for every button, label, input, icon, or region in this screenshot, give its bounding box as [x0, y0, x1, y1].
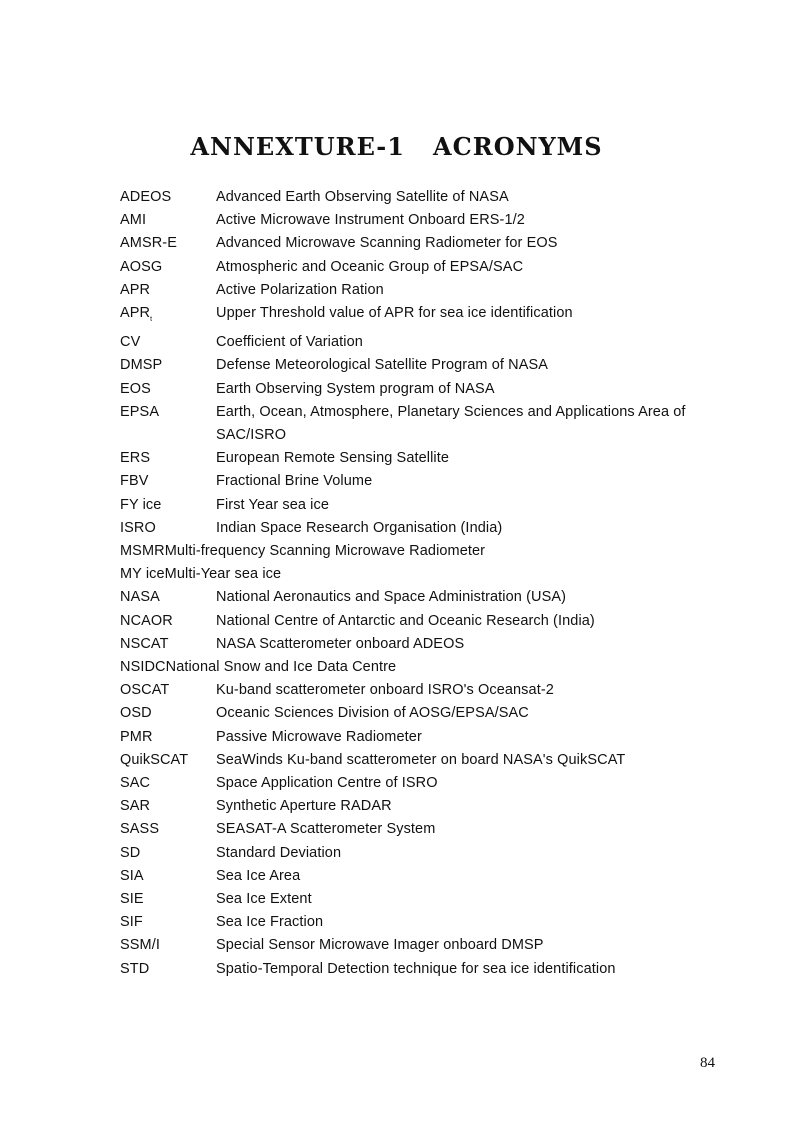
acronym-term	[120, 331, 216, 354]
acronym-term-text: MSMR	[120, 542, 165, 559]
acronym-term	[120, 232, 216, 255]
acronym-term-text: OSCAT	[120, 682, 170, 699]
acronym-definition: European Remote Sensing Satellite	[216, 450, 450, 467]
acronym-term	[120, 256, 216, 279]
acronym-term	[120, 186, 216, 209]
acronym-definition: Sea Ice Extent	[216, 890, 312, 907]
acronym-term	[120, 865, 216, 888]
acronym-row	[120, 563, 720, 586]
acronym-term-text: FBV	[120, 473, 149, 490]
acronym-term-text: QuikSCAT	[120, 751, 189, 768]
acronym-row	[120, 517, 720, 540]
acronym-term-text: FY ice	[120, 496, 162, 513]
acronym-term-text: DMSP	[120, 357, 163, 374]
acronym-definition: Synthetic Aperture RADAR	[216, 798, 392, 815]
acronym-subscript: t	[150, 315, 153, 323]
acronym-term	[120, 772, 216, 795]
acronym-term-text: NSIDC	[120, 658, 166, 675]
acronym-term-text: SAC	[120, 774, 151, 791]
acronym-term-text: APR	[120, 305, 151, 322]
acronym-row	[120, 209, 720, 232]
acronym-definition: SeaWinds Ku-band scatterometer on board NASA's QuikSCAT	[216, 751, 626, 768]
acronym-definition: SEASAT-A Scatterometer System	[216, 821, 436, 838]
acronym-term	[120, 633, 216, 656]
acronym-row	[120, 772, 720, 795]
acronym-row	[120, 958, 720, 981]
acronym-term	[120, 726, 216, 749]
acronym-term	[120, 354, 216, 377]
acronym-row	[120, 633, 720, 656]
acronym-definition: Special Sensor Microwave Imager onboard DMSP	[216, 937, 544, 954]
acronym-definition: National Centre of Antarctic and Oceanic Research (India)	[216, 612, 595, 629]
acronym-term-text: APR	[120, 281, 151, 298]
acronym-term-text: CV	[120, 334, 141, 351]
acronym-definition: National Snow and Ice Data Centre	[165, 658, 397, 675]
acronym-term-text: PMR	[120, 728, 153, 745]
acronym-term	[120, 795, 216, 818]
acronym-row	[120, 378, 720, 401]
acronym-term-text: SSM/I	[120, 937, 160, 954]
acronym-definition: Multi-Year sea ice	[164, 566, 282, 583]
acronym-term	[120, 958, 216, 981]
acronym-term-text: EOS	[120, 380, 151, 397]
acronym-definition: Upper Threshold value of APR for sea ice identification	[216, 305, 573, 322]
acronym-term	[120, 610, 216, 633]
acronym-row	[120, 401, 720, 447]
acronym-row	[120, 795, 720, 818]
acronym-term	[120, 702, 216, 725]
acronym-term-text: EPSA	[120, 403, 160, 420]
acronym-term	[120, 934, 216, 957]
acronym-definition: Indian Space Research Organisation (India)	[216, 519, 503, 536]
acronym-row	[120, 354, 720, 377]
acronym-term	[120, 378, 216, 401]
acronym-term	[120, 749, 216, 772]
acronym-term-text: MY ice	[120, 566, 165, 583]
acronym-term	[120, 586, 216, 609]
acronym-definition: Fractional Brine Volume	[216, 473, 373, 490]
acronym-term	[120, 563, 165, 586]
acronym-term	[120, 679, 216, 702]
acronym-term	[120, 540, 165, 563]
acronym-definition: Active Microwave Instrument Onboard ERS-1/2	[216, 212, 525, 229]
acronym-definition: Coefficient of Variation	[216, 334, 363, 351]
acronym-term	[120, 302, 216, 331]
acronym-row	[120, 186, 720, 209]
acronym-row	[120, 302, 720, 331]
acronym-term-text: NSCAT	[120, 635, 169, 652]
acronym-row	[120, 331, 720, 354]
acronym-term	[120, 209, 216, 232]
acronym-term-text: SIA	[120, 867, 144, 884]
acronym-term	[120, 818, 216, 841]
acronym-definition: Defense Meteorological Satellite Program of NASA	[216, 357, 549, 374]
acronym-definition: Standard Deviation	[216, 844, 342, 861]
acronym-definition: Multi-frequency Scanning Microwave Radiometer	[164, 542, 486, 559]
acronym-row	[120, 911, 720, 934]
acronym-definition: National Aeronautics and Space Administration (USA)	[216, 589, 567, 606]
acronym-definition: Atmospheric and Oceanic Group of EPSA/SAC	[216, 258, 524, 275]
page-title: ANNEXTURE-1 ACRONYMS	[190, 132, 603, 161]
acronym-term	[120, 888, 216, 911]
acronym-row	[120, 888, 720, 911]
acronym-row	[120, 679, 720, 702]
acronym-term	[120, 279, 216, 302]
acronym-row	[120, 232, 720, 255]
acronym-row	[120, 818, 720, 841]
acronym-row	[120, 656, 720, 679]
acronym-term-text: SASS	[120, 821, 160, 838]
acronym-definition: Earth, Ocean, Atmosphere, Planetary Sciences and Applications Area of SAC/ISRO	[216, 403, 686, 443]
acronym-row	[120, 256, 720, 279]
acronym-row	[120, 749, 720, 772]
acronym-definition: Space Application Centre of ISRO	[216, 774, 438, 791]
acronym-definition: Spatio-Temporal Detection technique for sea ice identification	[216, 960, 616, 977]
acronym-definition: NASA Scatterometer onboard ADEOS	[216, 635, 465, 652]
acronym-row	[120, 610, 720, 633]
acronym-term	[120, 447, 216, 470]
acronym-definition: Ku-band scatterometer onboard ISRO's Oceansat-2	[216, 682, 554, 699]
acronym-term	[120, 470, 216, 493]
page-number: 84	[700, 1055, 715, 1071]
acronym-term	[120, 656, 166, 679]
acronym-row	[120, 702, 720, 725]
acronym-term-text: STD	[120, 960, 150, 977]
acronym-definition: Passive Microwave Radiometer	[216, 728, 422, 745]
acronym-row	[120, 842, 720, 865]
acronym-term-text: NCAOR	[120, 612, 173, 629]
acronym-row	[120, 470, 720, 493]
acronym-term	[120, 842, 216, 865]
acronym-term-text: NASA	[120, 589, 160, 606]
acronym-term-text: SAR	[120, 798, 151, 815]
acronym-definition: Advanced Microwave Scanning Radiometer for EOS	[216, 235, 558, 252]
acronym-term	[120, 401, 216, 447]
acronym-row	[120, 494, 720, 517]
acronym-row	[120, 586, 720, 609]
acronym-term	[120, 911, 216, 934]
acronym-term	[120, 494, 216, 517]
acronym-list	[120, 186, 720, 981]
acronym-term-text: SIE	[120, 890, 144, 907]
acronym-definition: Earth Observing System program of NASA	[216, 380, 495, 397]
acronym-row	[120, 726, 720, 749]
acronym-term-text: ADEOS	[120, 189, 172, 205]
acronym-term-text: SD	[120, 844, 141, 861]
acronym-definition: Active Polarization Ration	[216, 281, 384, 298]
acronym-term-text: ISRO	[120, 519, 156, 536]
acronym-definition: Oceanic Sciences Division of AOSG/EPSA/SAC	[216, 705, 529, 722]
acronym-row	[120, 540, 720, 563]
acronym-term-text: SIF	[120, 914, 143, 931]
acronym-row	[120, 865, 720, 888]
acronym-row	[120, 934, 720, 957]
acronym-term-text: AMI	[120, 212, 147, 229]
acronym-term-text: ERS	[120, 450, 151, 467]
acronym-definition: First Year sea ice	[216, 496, 330, 513]
acronym-term-text: OSD	[120, 705, 152, 722]
acronym-term-text: AOSG	[120, 258, 163, 275]
acronym-term	[120, 517, 216, 540]
acronym-row	[120, 447, 720, 470]
acronym-definition: Advanced Earth Observing Satellite of NASA	[216, 189, 509, 205]
acronym-term-text: AMSR-E	[120, 235, 177, 252]
acronym-definition: Sea Ice Area	[216, 867, 301, 884]
acronym-definition: Sea Ice Fraction	[216, 914, 324, 931]
acronym-row	[120, 279, 720, 302]
